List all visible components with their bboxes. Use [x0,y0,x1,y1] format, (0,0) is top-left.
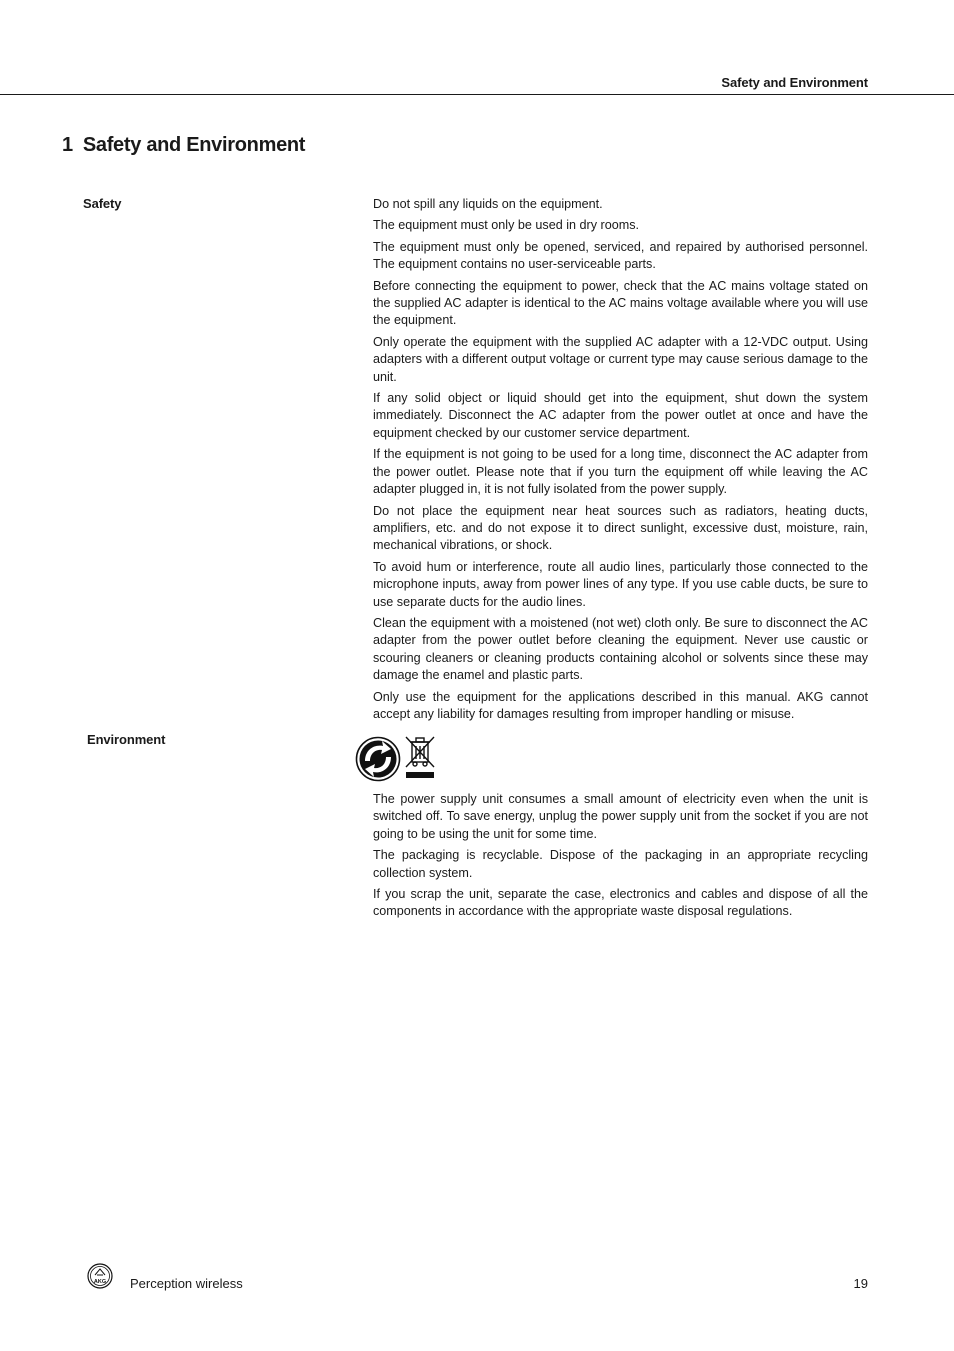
green-dot-recycling-icon [355,735,401,783]
section-title: Safety and Environment [82,134,306,156]
paragraph: To avoid hum or interference, route all audio lines, particularly those connected to the microphone inputs, away from power lines of any type. If you use cable ducts, be sure to use separate ducts for the audio lines. [373,559,868,609]
section-number: 1 [62,134,73,156]
crossed-out-wheelie-bin-icon [403,734,437,780]
environment-text [373,791,868,925]
page-title [62,134,305,157]
safety-label: Safety [83,196,122,211]
paragraph: If any solid object or liquid should get into the equipment, shut down the system immediately. Disconnect the AC adapter from the power outlet at once and have the equipment checked by our customer service department. [373,391,868,440]
paragraph: Only use the equipment for the applications described in this manual. AKG cannot accept any liability for damages resulting from improper handling or misuse. [373,689,868,721]
paragraph: The power supply unit consumes a small amount of electricity even when the unit is switched off. To save energy, unplug the power supply unit from the socket if you are not going to be using the unit for some time. [373,792,868,841]
running-header: Safety and Environment [721,75,868,90]
paragraph: Do not place the equipment near heat sources such as radiators, heating ducts, amplifiers, etc. and do not expose it to direct sunlight, excessive dust, moisture, rain, mechanical vibrations, or shock. [373,503,868,553]
paragraph: If you scrap the unit, separate the case, electronics and cables and dispose of all the components in accordance with the appropriate waste disposal regulations. [373,887,868,919]
header-rule [0,94,954,95]
environment-icons [355,734,445,782]
paragraph: The packaging is recyclable. Dispose of the packaging in an appropriate recycling collection system. [373,848,868,880]
page-number: 19 [853,1276,868,1291]
paragraph: The equipment must only be used in dry rooms. [373,218,639,233]
logo-text: AKG [93,1279,107,1285]
paragraph: If the equipment is not going to be used for a long time, disconnect the AC adapter from the power outlet. Please note that if you turn the equipment off while leaving the AC adapter plugged in, it is not fully isolated from the power supply. [373,447,868,497]
environment-label: Environment [87,732,166,747]
paragraph: The equipment must only be opened, serviced, and repaired by authorised personnel. The equipment contains no user-serviceable parts. [373,239,868,272]
akg-logo [87,1263,113,1294]
paragraph: Before connecting the equipment to power, check that the AC mains voltage stated on the supplied AC adapter is identical to the AC mains voltage available where you will use the equipment. [373,278,868,328]
footer-product: Perception wireless [130,1276,243,1291]
paragraph: Only operate the equipment with the supplied AC adapter with a 12-VDC output. Using adapters with a different output voltage or current type may cause serious damage to the unit. [373,334,868,384]
paragraph: Clean the equipment with a moistened (not wet) cloth only. Be sure to disconnect the AC adapter from the power outlet before cleaning the equipment. Never use caustic or scouring cleaners or cleaning products containing alcohol or solvents since these may damage the enamel and plastic parts. [373,615,868,683]
paragraph: Do not spill any liquids on the equipment. [373,197,603,211]
safety-text [373,196,868,727]
